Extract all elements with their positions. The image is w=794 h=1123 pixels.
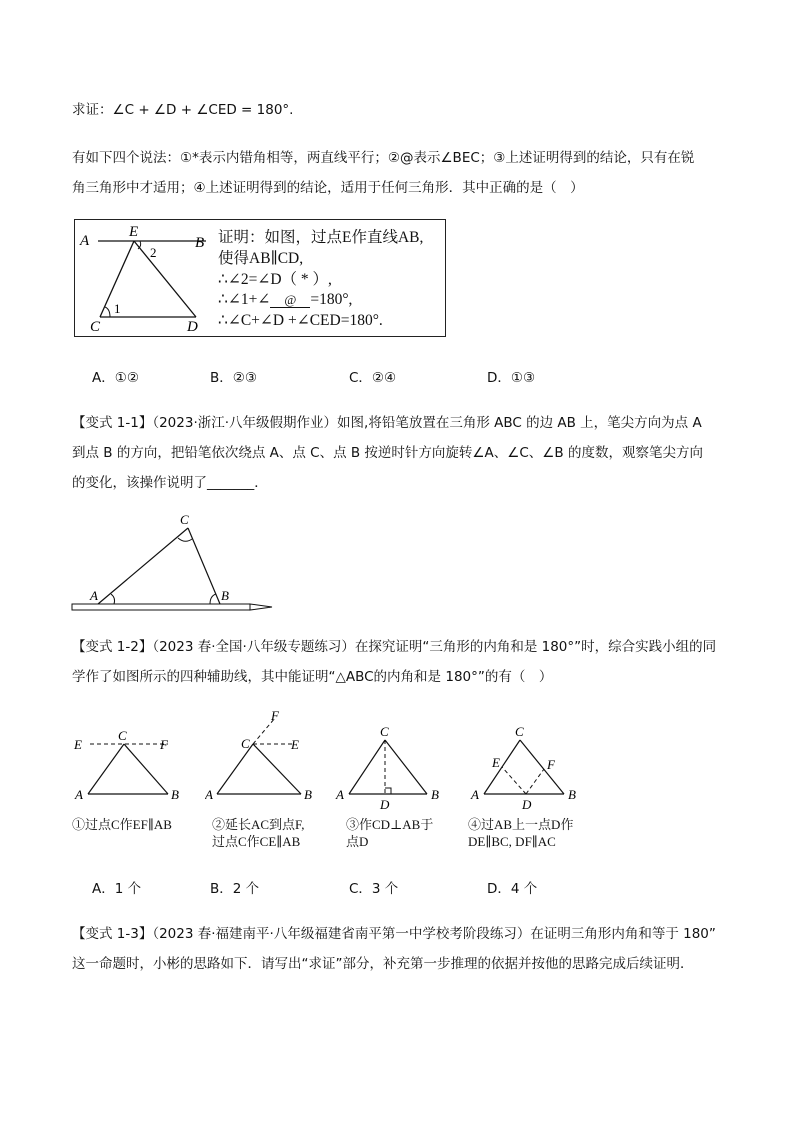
label-E: E bbox=[129, 224, 139, 240]
q0-option-b[interactable]: B．②③ bbox=[210, 370, 257, 386]
label-B: B bbox=[195, 235, 205, 251]
q2-line-1: 【变式 1-2】（2023 春·全国·八年级专题练习）在探究证明“三角形的内角和是 180°”时，综合实践小组的同 bbox=[72, 639, 717, 655]
svg-text:A: A bbox=[75, 787, 83, 802]
svg-text:C: C bbox=[118, 728, 127, 743]
pencil-tip bbox=[250, 604, 272, 610]
label-C: C bbox=[90, 319, 101, 335]
q2-line-2: 学作了如图所示的四种辅助线，其中能证明“△ABC的内角和是 180°”的有（ ） bbox=[72, 669, 553, 685]
label-angle-1: 1 bbox=[114, 301, 121, 316]
svg-text:B: B bbox=[568, 787, 576, 802]
q0-option-c[interactable]: C．②④ bbox=[349, 370, 397, 386]
svg-text:E: E bbox=[74, 737, 82, 752]
q1-line-1: 【变式 1-1】（2023·浙江·八年级假期作业）如图,将铅笔放置在三角形 ABC 的边 AB 上，笔尖方向为点 A bbox=[72, 415, 702, 431]
svg-text:A: A bbox=[336, 787, 344, 802]
q1-line-2: 到点 B 的方向，把铅笔依次绕点 A、点 C、点 B 按逆时针方向旋转∠A、∠C、∠B 的度数，观察笔尖方向 bbox=[72, 445, 703, 461]
caption-2-line-1: ②延长AC到点F, bbox=[212, 817, 305, 832]
svg-text:E: E bbox=[492, 755, 500, 770]
label-A: A bbox=[90, 588, 98, 603]
caption-1: ①过点C作EF∥AB bbox=[72, 817, 172, 832]
svg-text:C: C bbox=[515, 724, 524, 739]
prove-statement: 求证：∠C + ∠D + ∠CED = 180°. bbox=[72, 102, 294, 118]
q2-option-b[interactable]: B．2 个 bbox=[210, 881, 260, 897]
proof-line-5: ∴∠C+∠D +∠CED=180°. bbox=[218, 312, 383, 329]
proof-line-4 bbox=[218, 290, 352, 310]
svg-text:F: F bbox=[547, 757, 555, 772]
caption-4-line-2: DE∥BC, DF∥AC bbox=[468, 834, 556, 849]
svg-text:E: E bbox=[291, 737, 299, 752]
q0-option-a[interactable]: A．①② bbox=[92, 370, 139, 386]
q2-option-a[interactable]: A．1 个 bbox=[92, 881, 142, 897]
label-B: B bbox=[221, 588, 229, 603]
proof-line-4-start: ∴∠1+∠ bbox=[218, 291, 271, 308]
svg-text:A: A bbox=[205, 787, 213, 802]
caption-4-line-1: ④过AB上一点D作 bbox=[468, 817, 574, 832]
svg-text:B: B bbox=[171, 787, 179, 802]
proof-line-3: ∴∠2=∠D（ * ）, bbox=[218, 271, 332, 288]
statement-line-1: 有如下四个说法：①*表示内错角相等，两直线平行；②@表示∠BEC；③上述证明得到的结论，只有在锐 bbox=[72, 150, 695, 166]
proof-line-2: 使得AB∥CD, bbox=[218, 250, 304, 267]
caption-2-line-2: 过点C作CE∥AB bbox=[212, 834, 301, 849]
proof-line-4-end: =180°, bbox=[310, 291, 353, 308]
q0-option-d[interactable]: D．①③ bbox=[487, 370, 536, 386]
statement-line-2: 角三角形中才适用；④上述证明得到的结论，适用于任何三角形．其中正确的是（ ） bbox=[72, 180, 584, 196]
q3-line-2: 这一命题时，小彬的思路如下．请写出“求证”部分，补充第一步推理的依据并按他的思路完成后续证明． bbox=[72, 956, 694, 972]
label-A: A bbox=[80, 233, 90, 249]
label-angle-2: 2 bbox=[150, 245, 157, 260]
svg-text:D: D bbox=[522, 797, 532, 812]
aux-figure-2 bbox=[205, 708, 325, 812]
q3-line-1: 【变式 1-3】（2023 春·福建南平·八年级福建省南平第一中学校考阶段练习）在证明三角形内角和等于 180” bbox=[72, 926, 716, 942]
triangle-figure-q0 bbox=[74, 219, 218, 337]
caption-3-line-2: 点D bbox=[346, 834, 369, 849]
svg-text:C: C bbox=[241, 736, 250, 751]
svg-text:D: D bbox=[380, 797, 390, 812]
caption-3-line-1: ③作CD⊥AB于 bbox=[346, 817, 434, 832]
svg-text:B: B bbox=[304, 787, 312, 802]
q2-option-d[interactable]: D．4 个 bbox=[487, 881, 538, 897]
q2-option-c[interactable]: C．3 个 bbox=[349, 881, 399, 897]
q1-line-3: 的变化，该操作说明了_______． bbox=[72, 475, 268, 491]
pencil-body bbox=[72, 604, 250, 610]
label-C: C bbox=[180, 512, 189, 527]
aux-figure-1 bbox=[72, 712, 202, 812]
pencil-triangle-figure bbox=[70, 508, 280, 618]
svg-text:B: B bbox=[431, 787, 439, 802]
aux-figure-3 bbox=[335, 722, 450, 814]
svg-text:C: C bbox=[380, 724, 389, 739]
svg-text:A: A bbox=[471, 787, 479, 802]
svg-text:F: F bbox=[271, 708, 279, 723]
proof-line-1: 证明：如图，过点E作直线AB, bbox=[218, 229, 424, 246]
proof-blank: @ bbox=[270, 293, 310, 308]
aux-figure-4 bbox=[468, 722, 588, 814]
svg-text:F: F bbox=[160, 737, 168, 752]
label-D: D bbox=[187, 319, 198, 335]
